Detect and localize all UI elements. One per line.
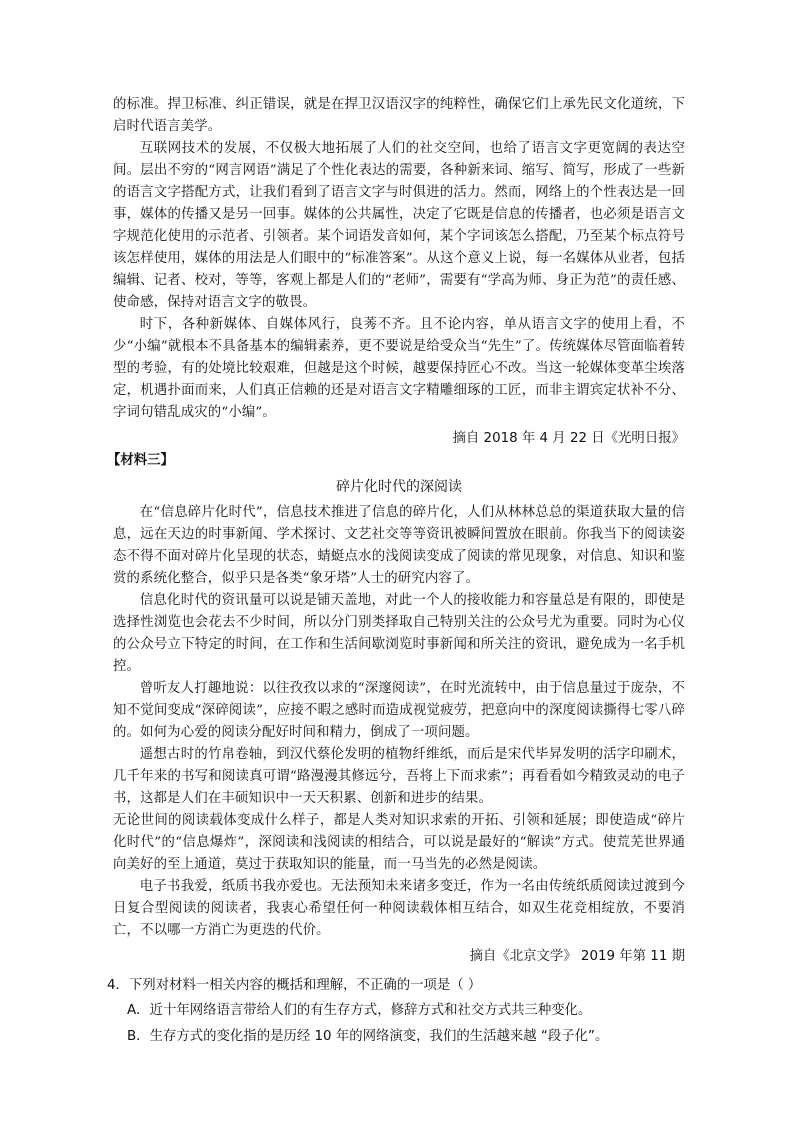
document-page xyxy=(107,94,685,1050)
material2-paragraph-2: 互联网技术的发展，不仅极大地拓展了人们的社交空间，也给了语言文字更宽阔的表达空间。层出不穷的“网言网语”满足了个性化表达的需要，各种新来词、缩写、简写，形成了一些新的语言文字搭配方式，让我们看到了语言文字与时俱进的活力。然而，网络上的个性表达是一回事，媒体的传播又是另一回事。媒体的公共属性，决定了它既是信息的传播者，也必须是语言文字规范化使用的示范者、引领者。某个词语发音如何，某个字词该怎么搭配，乃至某个标点符号该怎样使用，媒体的用法是人们眼中的“标准答案”。从这个意义上说，每一名媒体从业者，包括编辑、记者、校对，等等，客观上都是人们的“老师”，需要有“学高为师、身正为范”的责任感、使命感，保持对语言文字的敬畏。 xyxy=(113,141,685,310)
material2-paragraph-1: 的标准。捍卫标准、纠正错误，就是在捍卫汉语汉字的纯粹性，确保它们上承先民文化道统，下启时代语言美学。 xyxy=(113,97,685,134)
question-stem: 4．下列对材料一相关内容的概括和理解，不正确的一项是（ ） xyxy=(107,978,482,993)
material3-paragraph-6: 电子书我爱，纸质书我亦爱也。无法预知未来诸多变迁，作为一名由传统纸质阅读过渡到今日复合型阅读的阅读者，我衷心希望任何一种阅读载体相互结合，如双生花竞相绽放，不要消亡，不以哪一方消亡为更迭的代价。 xyxy=(113,879,685,938)
material3-paragraph-2: 信息化时代的资讯量可以说是铺天盖地，对此一个人的接收能力和容量总是有限的，即使是选择性浏览也会花去不少时间，所以分门别类择取自己特别关注的公众号尤为重要。同时为心仪的公众号立下特定的时间，在工作和生活间歇浏览时事新闻和所关注的资讯，避免成为一名手机控。 xyxy=(113,593,685,674)
material3-label: 【材料三】 xyxy=(107,453,174,468)
material3-title: 碎片化时代的深阅读 xyxy=(336,479,462,495)
material3-paragraph-4: 遥想古时的竹帛卷轴，到汉代蔡伦发明的植物纤维纸，而后是宋代毕昇发明的活字印刷术，几千年来的书写和阅读真可谓“路漫漫其修远兮，吾将上下而求索”；再看看如今精致灵动的电子书，这都是人们在丰硕知识中一天天积累、创新和进步的结果。 xyxy=(113,747,685,806)
material3-paragraph-1: 在“信息碎片化时代”，信息技术推进了信息的碎片化，人们从林林总总的渠道获取大量的信息，远在天边的时事新闻、学术探讨、文艺社交等等资讯被瞬间置放在眼前。你我当下的阅读姿态不得不面对碎片化呈现的状态，蜻蜓点水的浅阅读变成了阅读的常见现象，对信息、知识和鉴赏的系统化整合，似乎只是各类“象牙塔”人士的研究内容了。 xyxy=(113,505,685,586)
material3-paragraph-5: 无论世间的阅读载体变成什么样子，都是人类对知识求索的开拓、引领和延展；即使造成“碎片化时代”的“信息爆炸”，深阅读和浅阅读的相结合，可以说是最好的“解读”方式。使荒芜世界通向美好的至上通道，莫过于获取知识的能量，而一马当先的必然是阅读。 xyxy=(113,813,685,872)
material2-paragraph-3: 时下，各种新媒体、自媒体风行，良莠不齐。且不论内容，单从语言文字的使用上看，不少“小编”就根本不具备基本的编辑素养，更不要说是给受众当“先生”了。传统媒体尽管面临着转型的考验，有的处境比较艰难，但越是这个时候，越要保持匠心不改。当这一轮媒体变革尘埃落定，机遇扑面而来，人们真正信赖的还是对语言文字精雕细琢的工匠，而非主谓宾定状补不分、字词句错乱成灾的“小编”。 xyxy=(113,317,685,420)
question-option-a: A．近十年网络语言带给人们的有生存方式，修辞方式和社交方式共三种变化。 xyxy=(127,1003,592,1018)
question-option-b: B．生存方式的变化指的是历经 10 年的网络演变，我们的生活越来越 “段子化”。 xyxy=(127,1029,609,1044)
material3-source: 摘自《北京文学》 2019 年第 11 期 xyxy=(469,949,685,964)
material3-paragraph-3: 曾听友人打趣地说：以往孜孜以求的“深邃阅读”，在时光流转中，由于信息量过于庞杂，不知不觉间变成“深碎阅读”，应接不暇之感时而造成视觉疲劳，把意向中的深度阅读撕得七零八碎的。如何为心爱的阅读分配好时间和精力，倒成了一项问题。 xyxy=(113,681,685,740)
material2-source: 摘自 2018 年 4 月 22 日《光明日报》 xyxy=(452,431,685,446)
